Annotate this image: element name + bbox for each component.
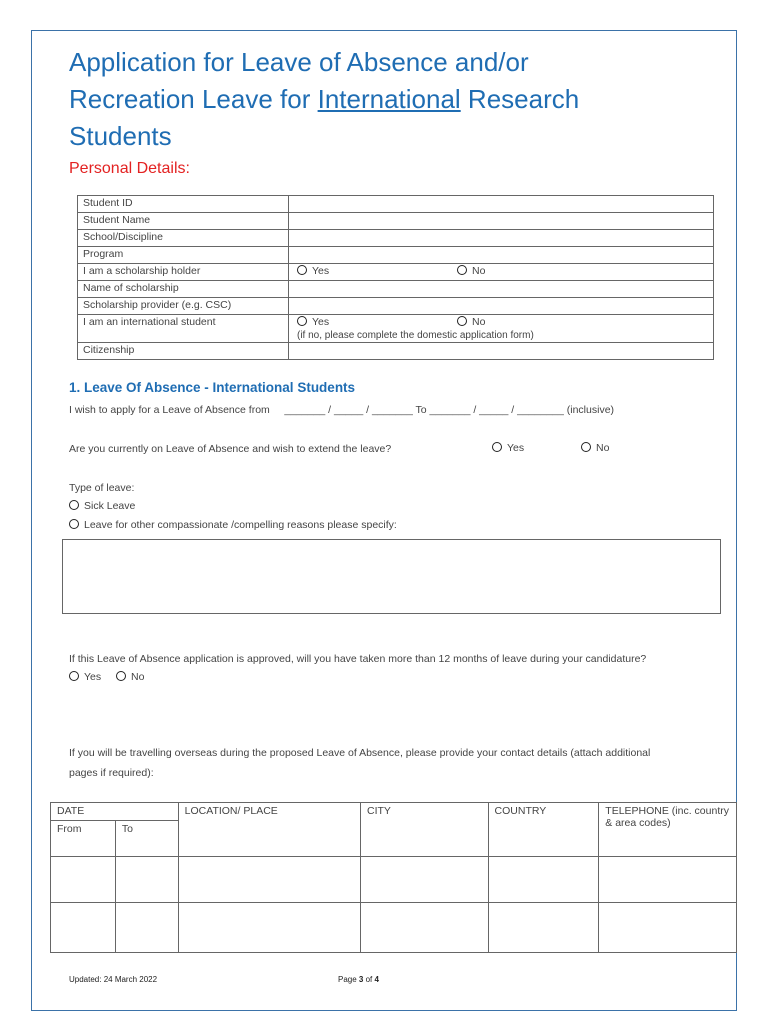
personal-details-table [77, 195, 714, 360]
scholarship-name-field[interactable] [289, 281, 714, 298]
table-row [78, 247, 714, 264]
page-title [69, 44, 709, 155]
radio-icon[interactable] [297, 265, 307, 275]
citizenship-field[interactable] [289, 343, 714, 360]
location-header: LOCATION/ PLACE [178, 803, 360, 857]
location-cell[interactable] [178, 857, 360, 903]
table-row [78, 230, 714, 247]
extend-question: Are you currently on Leave of Absence and wish to extend the leave? [69, 443, 392, 455]
radio-icon[interactable] [69, 519, 79, 529]
from-cell[interactable] [51, 903, 116, 953]
updated-date: Updated: 24 March 2022 [69, 975, 158, 984]
table-row [78, 196, 714, 213]
scholarship-yes-option[interactable]: Yes [297, 265, 457, 277]
telephone-cell[interactable] [599, 857, 737, 903]
city-cell[interactable] [361, 857, 489, 903]
to-cell[interactable] [115, 857, 178, 903]
country-cell[interactable] [488, 857, 599, 903]
radio-icon[interactable] [69, 671, 79, 681]
other-reasons-textarea[interactable] [62, 539, 721, 614]
scholarship-holder-options [289, 264, 714, 281]
title-line-3: Students [69, 121, 172, 151]
table-row [51, 903, 737, 953]
sick-leave-option[interactable]: Sick Leave [69, 500, 135, 512]
table-row [78, 343, 714, 360]
to-cell[interactable] [115, 903, 178, 953]
radio-icon[interactable] [581, 442, 591, 452]
leave-dates-line[interactable]: I wish to apply for a Leave of Absence from _______ / _____ / _______ To _______ / _____ / ________ (inclusive) [69, 404, 615, 416]
table-row [51, 857, 737, 903]
school-field[interactable] [289, 230, 714, 247]
travel-instructions-line-1: If you will be travelling overseas during the proposed Leave of Absence, please provide your contact details (attach additional [69, 747, 651, 759]
page-number: Page 3 of 4 [338, 975, 379, 984]
student-id-label: Student ID [78, 196, 289, 213]
table-row [78, 213, 714, 230]
table-row [78, 264, 714, 281]
radio-icon[interactable] [297, 316, 307, 326]
international-note: (if no, please complete the domestic application form) [297, 330, 534, 341]
program-label: Program [78, 247, 289, 264]
student-id-field[interactable] [289, 196, 714, 213]
table-row [78, 315, 714, 343]
city-cell[interactable] [361, 903, 489, 953]
title-line-1: Application for Leave of Absence and/or [69, 47, 529, 77]
scholarship-name-label: Name of scholarship [78, 281, 289, 298]
scholarship-provider-label: Scholarship provider (e.g. CSC) [78, 298, 289, 315]
other-leave-option[interactable]: Leave for other compassionate /compelling reasons please specify: [69, 519, 397, 531]
country-cell[interactable] [488, 903, 599, 953]
international-label: I am an international student [78, 315, 289, 343]
telephone-header: TELEPHONE (inc. country & area codes) [599, 803, 737, 857]
country-header: COUNTRY [488, 803, 599, 857]
table-row [78, 281, 714, 298]
location-cell[interactable] [178, 903, 360, 953]
city-header: CITY [361, 803, 489, 857]
to-header: To [115, 821, 178, 857]
radio-icon[interactable] [492, 442, 502, 452]
table-row [78, 298, 714, 315]
extend-yes-option[interactable]: Yes [492, 442, 524, 454]
scholarship-provider-field[interactable] [289, 298, 714, 315]
radio-icon[interactable] [457, 265, 467, 275]
international-yes-option[interactable]: Yes [297, 316, 457, 328]
travel-contact-table [50, 802, 737, 953]
scholarship-holder-label: I am a scholarship holder [78, 264, 289, 281]
type-of-leave-label: Type of leave: [69, 482, 135, 494]
title-line-2: Recreation Leave for International Research [69, 84, 580, 114]
travel-instructions-line-2: pages if required): [69, 767, 154, 779]
student-name-field[interactable] [289, 213, 714, 230]
student-name-label: Student Name [78, 213, 289, 230]
section-1-heading: 1. Leave Of Absence - International Students [69, 380, 356, 395]
school-label: School/Discipline [78, 230, 289, 247]
international-no-option[interactable]: No [457, 316, 485, 328]
radio-icon[interactable] [457, 316, 467, 326]
radio-icon[interactable] [69, 500, 79, 510]
citizenship-label: Citizenship [78, 343, 289, 360]
date-header: DATE [51, 803, 179, 821]
table-row [51, 803, 737, 821]
radio-icon[interactable] [116, 671, 126, 681]
scholarship-no-option[interactable]: No [457, 265, 485, 277]
twelve-months-yes-option[interactable]: Yes [69, 671, 101, 683]
program-field[interactable] [289, 247, 714, 264]
personal-details-heading: Personal Details: [69, 160, 190, 177]
international-options [289, 315, 714, 343]
twelve-months-no-option[interactable]: No [116, 671, 144, 683]
from-header: From [51, 821, 116, 857]
extend-no-option[interactable]: No [581, 442, 609, 454]
telephone-cell[interactable] [599, 903, 737, 953]
from-cell[interactable] [51, 857, 116, 903]
twelve-months-question: If this Leave of Absence application is approved, will you have taken more than 12 months of leave during your candidature? [69, 653, 647, 665]
